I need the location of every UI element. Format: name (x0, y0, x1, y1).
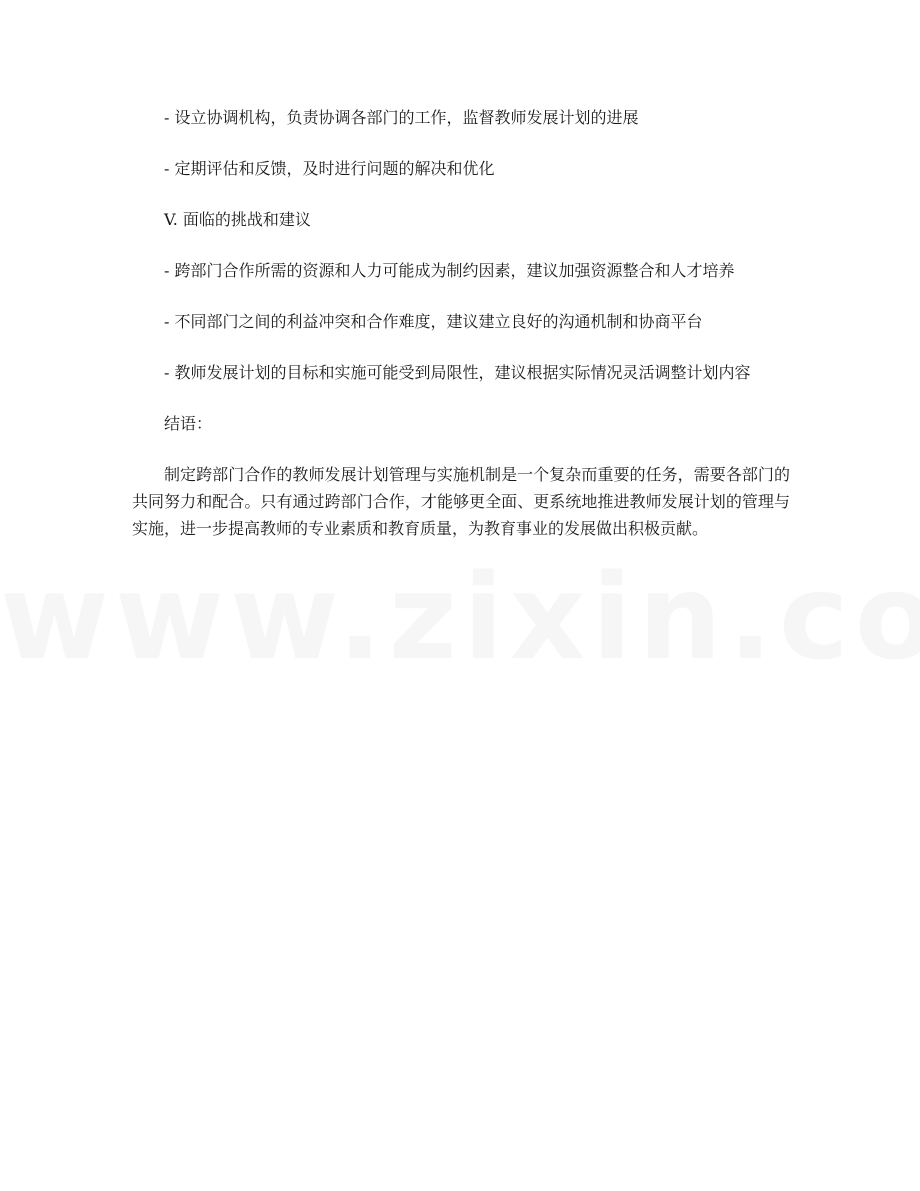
watermark (0, 548, 920, 686)
conclusion-paragraph: 制定跨部门合作的教师发展计划管理与实施机制是一个复杂而重要的任务，需要各部门的共同努力和配合。只有通过跨部门合作，才能够更全面、更系统地推进教师发展计划的管理与实施，进一步提高教师的专业素质和教育质量，为教育事业的发展做出积极贡献。 (132, 465, 790, 538)
paragraph-evaluation-feedback: - 定期评估和反馈，及时进行问题的解决和优化 (164, 159, 495, 178)
conclusion-heading: 结语： (164, 414, 213, 433)
paragraph-plan-limitation: - 教师发展计划的目标和实施可能受到局限性，建议根据实际情况灵活调整计划内容 (164, 363, 751, 382)
paragraph-coordination-body: - 设立协调机构，负责协调各部门的工作，监督教师发展计划的进展 (164, 108, 639, 127)
section-heading-challenges: V. 面临的挑战和建议 (164, 210, 311, 229)
paragraph-resource-constraint: - 跨部门合作所需的资源和人力可能成为制约因素，建议加强资源整合和人才培养 (164, 261, 735, 280)
document-body (132, 104, 790, 542)
paragraph-interest-conflict: - 不同部门之间的利益冲突和合作难度，建议建立良好的沟通机制和协商平台 (164, 312, 703, 331)
